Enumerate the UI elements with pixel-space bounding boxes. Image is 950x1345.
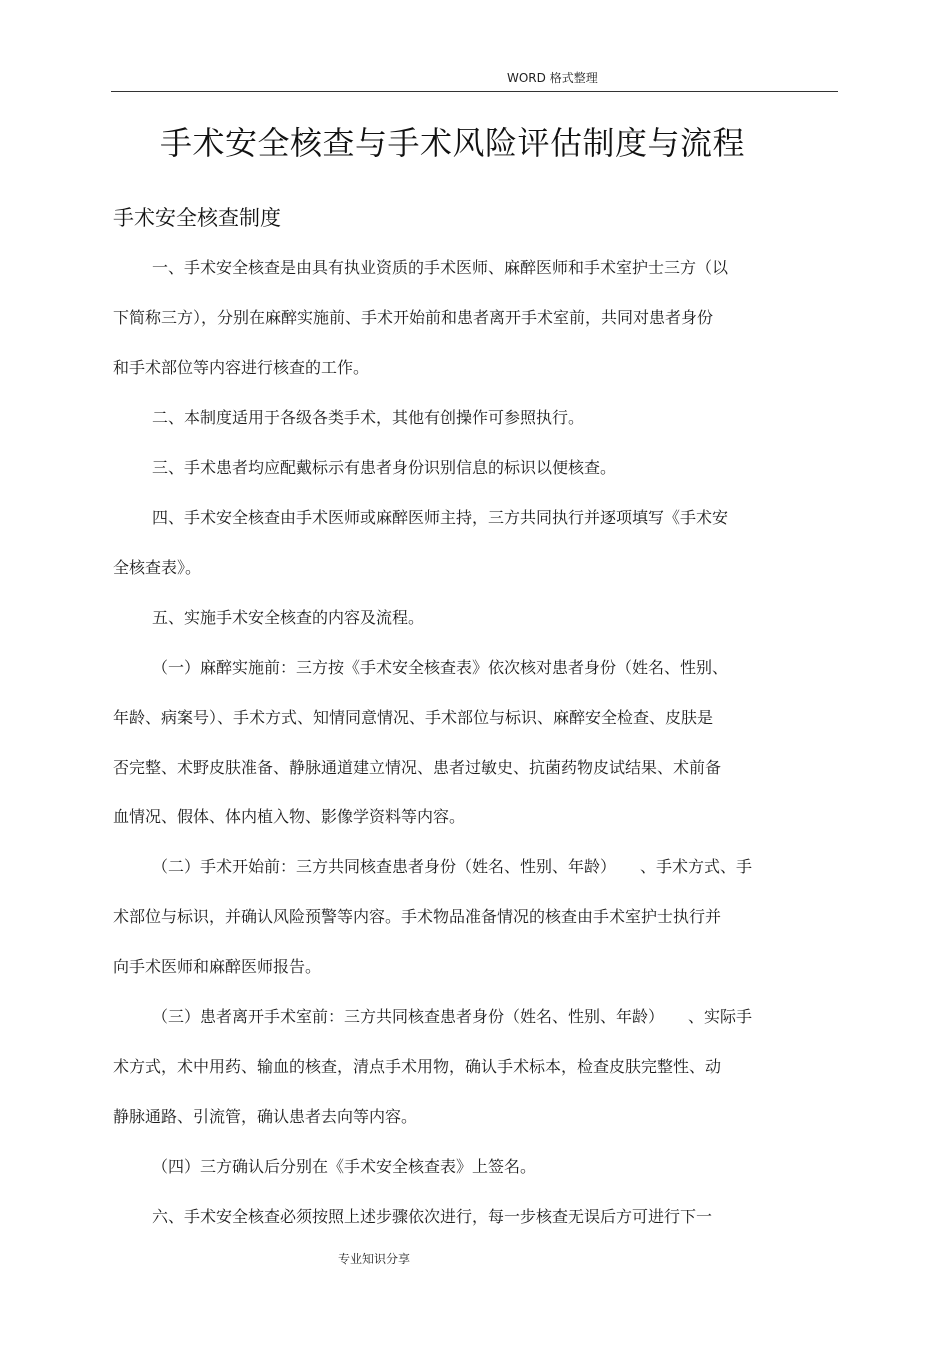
paragraph-line: 血情况、假体、体内植入物、影像学资料等内容。 <box>113 807 466 826</box>
paragraph-line: （一）麻醉实施前：三方按《手术安全核查表》依次核对患者身份（姓名、性别、 <box>152 658 729 677</box>
paragraph-line: 三、手术患者均应配戴标示有患者身份识别信息的标识以便核查。 <box>152 458 617 477</box>
paragraph-line: 静脉通路、引流管，确认患者去向等内容。 <box>113 1107 418 1126</box>
paragraph-line: 四、手术安全核查由手术医师或麻醉医师主持，三方共同执行并逐项填写《手术安 <box>152 508 729 527</box>
paragraph-line: 五、实施手术安全核查的内容及流程。 <box>152 608 425 627</box>
paragraph-line: （四）三方确认后分别在《手术安全核查表》上签名。 <box>152 1157 537 1176</box>
paragraph-line: （二）手术开始前：三方共同核查患者身份（姓名、性别、年龄） 、手术方式、手 <box>152 857 753 876</box>
paragraph-line: 一、手术安全核查是由具有执业资质的手术医师、麻醉医师和手术室护士三方（以 <box>152 258 729 277</box>
paragraph-line: 术方式，术中用药、输血的核查，清点手术用物，确认手术标本，检查皮肤完整性、动 <box>113 1057 722 1076</box>
paragraph-line: 否完整、术野皮肤准备、静脉通道建立情况、患者过敏史、抗菌药物皮试结果、术前备 <box>113 758 722 777</box>
paragraph-line: 和手术部位等内容进行核查的工作。 <box>113 358 370 377</box>
header-rule <box>111 91 838 92</box>
paragraph-line: 二、本制度适用于各级各类手术，其他有创操作可参照执行。 <box>152 408 585 427</box>
paragraph-line: 下简称三方），分别在麻醉实施前、手术开始前和患者离开手术室前，共同对患者身份 <box>113 308 714 327</box>
paragraph-line: 全核查表》。 <box>113 558 202 577</box>
document-title: 手术安全核查与手术风险评估制度与流程 <box>160 124 746 162</box>
paragraph-line: 向手术医师和麻醉医师报告。 <box>113 957 322 976</box>
paragraph-line: 年龄、病案号）、手术方式、知情同意情况、手术部位与标识、麻醉安全检查、皮肤是 <box>113 708 714 727</box>
paragraph-line: 术部位与标识，并确认风险预警等内容。手术物品准备情况的核查由手术室护士执行并 <box>113 907 722 926</box>
section-heading: 手术安全核查制度 <box>113 206 281 230</box>
paragraph-line: （三）患者离开手术室前：三方共同核查患者身份（姓名、性别、年龄） 、实际手 <box>152 1007 753 1026</box>
paragraph-line: 六、手术安全核查必须按照上述步骤依次进行，每一步核查无误后方可进行下一 <box>152 1207 713 1226</box>
footer-text: 专业知识分享 <box>338 1252 411 1266</box>
header-text: WORD 格式整理 <box>507 71 598 85</box>
